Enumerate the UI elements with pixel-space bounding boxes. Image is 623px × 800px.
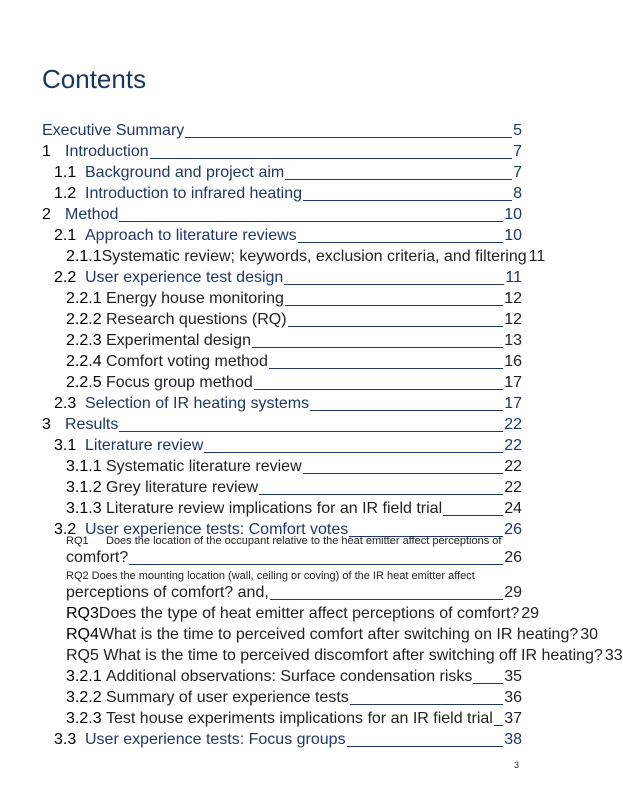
toc-leader [259, 493, 503, 495]
toc-entry-number: 2.2.3 [66, 332, 102, 349]
toc-page-number: 10 [504, 227, 522, 244]
toc-page-number: 5 [513, 122, 522, 139]
toc-page-number: 17 [504, 395, 522, 412]
toc-entry-literature-implications[interactable] [66, 500, 522, 518]
toc-entry-text: Experimental design [106, 332, 251, 349]
toc-entry-number: 2.1.1 [66, 248, 102, 265]
toc-leader [494, 724, 503, 726]
toc-page-number: 22 [504, 479, 522, 496]
toc-leader [252, 346, 503, 348]
toc-entry-text: Energy house monitoring [106, 290, 284, 307]
toc-entry-experimental-design[interactable] [66, 332, 522, 350]
toc-page-number: 11 [528, 248, 546, 265]
toc-entry-number: 1 [42, 143, 51, 160]
toc-entry-rq1-line1[interactable] [66, 535, 501, 548]
toc-entry-number: 3.2.1 [66, 668, 102, 685]
toc-entry-text: Summary of user experience tests [106, 689, 349, 706]
toc-entry-number: 3 [42, 416, 51, 433]
toc-entry-introduction[interactable] [42, 143, 522, 161]
toc-entry-number: 3.3 [54, 731, 77, 748]
toc-entry-text: Executive Summary [42, 122, 185, 139]
toc-entry-systematic-review[interactable] [66, 248, 546, 266]
toc-entry-text: User experience tests: Focus groups [85, 731, 346, 748]
toc-entry-number: RQ4 [66, 626, 99, 643]
toc-entry-number: 2.1 [54, 227, 77, 244]
toc-leader [119, 430, 503, 432]
toc-page-number: 11 [505, 269, 522, 286]
toc-entry-text: Research questions (RQ) [106, 311, 287, 328]
toc-entry-number: 3.2.2 [66, 689, 102, 706]
toc-leader [284, 283, 504, 285]
toc-entry-number: 2.3 [54, 395, 77, 412]
toc-page-number: 26 [504, 549, 522, 566]
toc-entry-background[interactable] [54, 164, 522, 182]
toc-entry-text: Introduction to infrared heating [85, 185, 303, 202]
toc-entry-rq4[interactable] [66, 626, 599, 644]
toc-page-number: 29 [521, 605, 540, 622]
toc-entry-number: 3.2.3 [66, 710, 102, 727]
toc-page-number: 33 [604, 647, 623, 664]
toc-leader [119, 220, 503, 222]
toc-page-number: 8 [513, 185, 522, 202]
toc-page-number: 37 [504, 710, 522, 727]
toc-page-number: 17 [504, 374, 522, 391]
toc-entry-comfort-voting[interactable] [66, 353, 522, 371]
toc-entry-number: RQ1 [66, 535, 89, 547]
toc-entry-text: User experience tests: Comfort votes [85, 521, 349, 538]
toc-entry-intro-infrared[interactable] [54, 185, 522, 203]
toc-entry-test-house-implications[interactable] [66, 710, 522, 728]
toc-page-number: 12 [504, 290, 522, 307]
toc-page-number: 26 [504, 521, 522, 538]
toc-entry-number: RQ3 [66, 605, 99, 622]
toc-entry-text: Literature review implications for an IR field trial [106, 500, 443, 517]
toc-entry-method[interactable] [42, 206, 522, 224]
toc-leader [303, 472, 504, 474]
toc-entry-text: Results [65, 416, 119, 433]
toc-entry-focus-groups[interactable] [54, 731, 522, 749]
toc-entry-approach-literature[interactable] [54, 227, 522, 245]
toc-entry-rq1-line2[interactable] [66, 549, 522, 567]
page-title: Contents [42, 64, 147, 94]
toc-entry-text: RQ5 What is the time to perceived discomfort after switching off IR heating? [66, 647, 603, 664]
toc-leader [443, 514, 503, 516]
toc-entry-number: 3.1.1 [66, 458, 102, 475]
toc-leader [298, 241, 504, 243]
toc-entry-text: Selection of IR heating systems [85, 395, 310, 412]
toc-leader [347, 745, 504, 747]
toc-entry-text-continued: perceptions of comfort? and, [66, 584, 269, 601]
toc-page-number: 36 [504, 689, 522, 706]
toc-entry-text: Test house experiments implications for an IR field trial [106, 710, 493, 727]
toc-entry-energy-house[interactable] [66, 290, 522, 308]
page-number: 3 [514, 760, 520, 770]
toc-entry-surface-condensation[interactable] [66, 668, 522, 686]
toc-leader [473, 682, 503, 684]
toc-entry-number: 1.1 [54, 164, 77, 181]
toc-page-number: 22 [504, 416, 522, 433]
toc-entry-text: Additional observations: Surface condensation risks [106, 668, 473, 685]
toc-entry-number: 2.2 [54, 269, 77, 286]
toc-page-number: 16 [504, 353, 522, 370]
toc-entry-text: Systematic literature review [106, 458, 302, 475]
toc-entry-research-questions[interactable] [66, 311, 522, 329]
toc-entry-number: 2.2.4 [66, 353, 102, 370]
toc-entry-number: 2.2.2 [66, 311, 102, 328]
toc-entry-text: Does the location of the occupant relative to the heat emitter affect perceptions of [106, 535, 502, 547]
toc-entry-number: 2.2.1 [66, 290, 102, 307]
toc-entry-number: 2.2.5 [66, 374, 102, 391]
toc-leader [285, 304, 503, 306]
toc-page-number: 10 [504, 206, 522, 223]
toc-entry-rq3[interactable] [66, 605, 540, 623]
toc-entry-rq2-line1[interactable] [66, 570, 475, 583]
toc-entry-text: Background and project aim [85, 164, 285, 181]
toc-entry-number: 3.1 [54, 437, 77, 454]
toc-leader [288, 325, 504, 327]
toc-leader [150, 157, 512, 159]
toc-entry-text: Focus group method [106, 374, 253, 391]
toc-entry-grey-literature[interactable] [66, 479, 522, 497]
toc-leader [129, 563, 503, 565]
toc-entry-number: 1.2 [54, 185, 77, 202]
toc-entry-text: Systematic review; keywords, exclusion criteria, and filtering [101, 248, 527, 265]
toc-leader [350, 703, 503, 705]
toc-page-number: 22 [504, 437, 522, 454]
toc-leader [303, 199, 512, 201]
toc-page-number: 30 [580, 626, 599, 643]
toc-entry-number: 2 [42, 206, 51, 223]
toc-entry-selection-ir[interactable] [54, 395, 522, 413]
toc-page-number: 7 [513, 143, 522, 160]
toc-page-number: 22 [504, 458, 522, 475]
toc-entry-executive-summary[interactable] [42, 122, 522, 140]
toc-entry-text: RQ2 Does the mounting location (wall, ceiling or coving) of the IR heat emitter affect [66, 570, 475, 582]
toc-leader [269, 367, 503, 369]
toc-entry-text: Comfort voting method [106, 353, 268, 370]
toc-entry-text: Introduction [65, 143, 149, 160]
toc-entry-summary-user-experience[interactable] [66, 689, 522, 707]
toc-entry-text: Literature review [85, 437, 204, 454]
toc-entry-number: 3.2 [54, 521, 77, 538]
toc-leader [204, 451, 503, 453]
toc-leader [254, 388, 503, 390]
toc-leader [185, 136, 512, 138]
toc-entry-focus-group-method[interactable] [66, 374, 522, 392]
toc-page-number: 35 [504, 668, 522, 685]
toc-entry-results[interactable] [42, 416, 522, 434]
toc-page-number: 29 [504, 584, 522, 601]
toc-entry-text: Does the type of heat emitter affect perceptions of comfort? [98, 605, 520, 622]
toc-leader [285, 178, 512, 180]
toc-leader [270, 598, 503, 600]
toc-entry-number: 3.1.2 [66, 479, 102, 496]
toc-entry-text: What is the time to perceived comfort after switching on IR heating? [98, 626, 579, 643]
toc-page-number: 12 [504, 311, 522, 328]
toc-entry-text-continued: comfort? [66, 549, 129, 566]
toc-entry-user-experience-test-design[interactable] [54, 269, 522, 287]
toc-entry-rq5[interactable] [66, 647, 623, 665]
toc-page-number: 38 [504, 731, 522, 748]
toc-entry-text: User experience test design [85, 269, 284, 286]
toc-page-number: 13 [504, 332, 522, 349]
toc-entry-rq2-line2[interactable] [66, 584, 522, 602]
toc-page-number: 7 [513, 164, 522, 181]
toc-entry-text: Method [65, 206, 119, 223]
toc-entry-text: Approach to literature reviews [85, 227, 297, 244]
toc-entry-literature-review[interactable] [54, 437, 522, 455]
toc-leader [310, 409, 503, 411]
toc-page-number: 24 [504, 500, 522, 517]
toc-entry-text: Grey literature review [106, 479, 259, 496]
toc-entry-number: 3.1.3 [66, 500, 102, 517]
toc-entry-systematic-literature-review[interactable] [66, 458, 522, 476]
